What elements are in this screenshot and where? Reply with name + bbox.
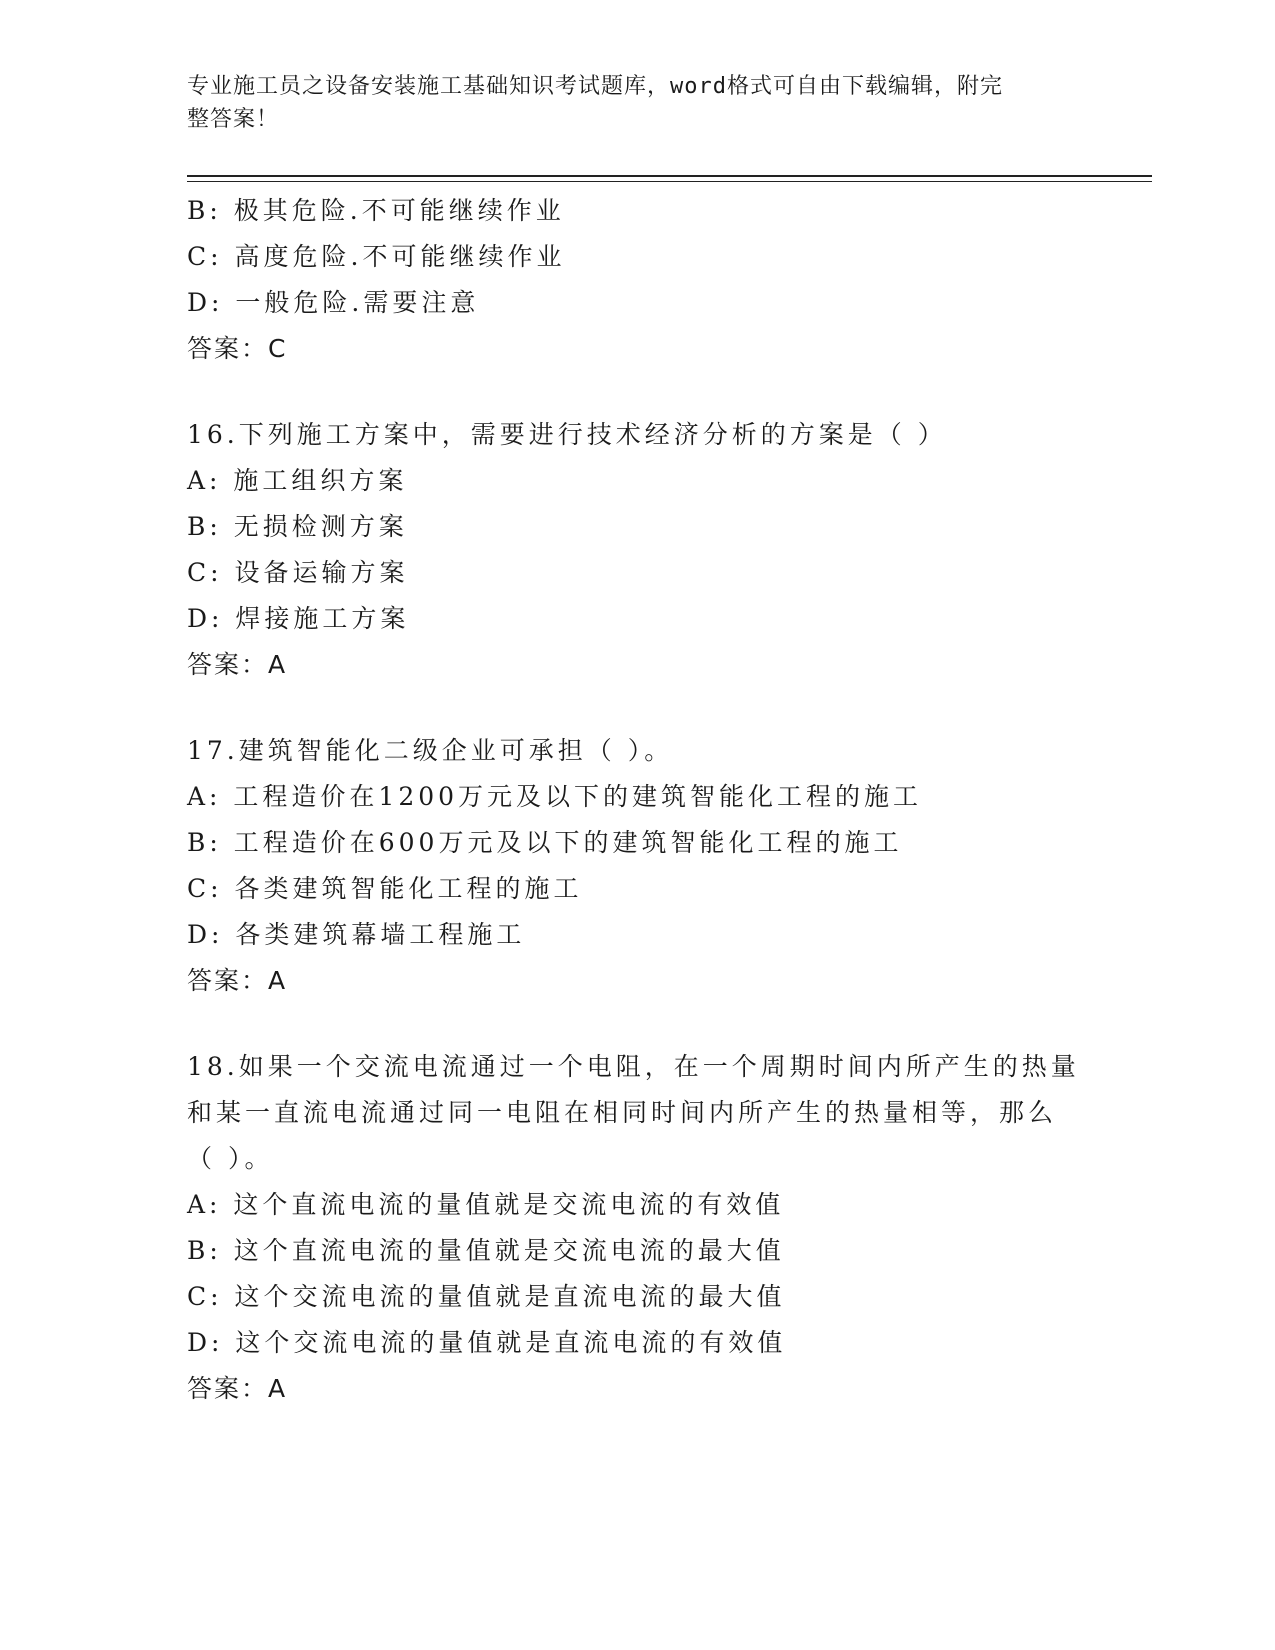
option-c: C: 这个交流电流的量值就是直流电流的最大值 xyxy=(187,1282,786,1311)
option-c: C: 高度危险.不可能继续作业 xyxy=(187,242,566,271)
question-stem-line-2: 和某一直流电流通过同一电阻在相同时间内所产生的热量相等，那么 xyxy=(187,1098,1058,1127)
answer: 答案：A xyxy=(187,1374,288,1403)
document-header xyxy=(187,70,1067,136)
header-rule-thin xyxy=(187,181,1152,182)
option-d: D: 一般危险.需要注意 xyxy=(187,288,480,317)
header-rule-thick xyxy=(187,175,1152,177)
question-list xyxy=(187,188,1087,1412)
header-line-2: 整答案！ xyxy=(187,107,280,132)
question-stem: 16.下列施工方案中，需要进行技术经济分析的方案是（ ） xyxy=(187,420,947,449)
question-stem-line-3: （ ）。 xyxy=(187,1144,274,1173)
question-stem-line-1: 18.如果一个交流电流通过一个电阻，在一个周期时间内所产生的热量 xyxy=(187,1052,1080,1081)
question-16 xyxy=(187,412,1087,688)
question-stem: 17.建筑智能化二级企业可承担（ ）。 xyxy=(187,736,674,765)
option-a: A: 施工组织方案 xyxy=(187,466,408,495)
option-c: C: 设备运输方案 xyxy=(187,558,409,587)
question-15 xyxy=(187,188,1087,372)
option-a: A: 工程造价在1200万元及以下的建筑智能化工程的施工 xyxy=(187,782,923,811)
option-b: B: 这个直流电流的量值就是交流电流的最大值 xyxy=(187,1236,785,1265)
header-line-1: 专业施工员之设备安装施工基础知识考试题库，word格式可自由下载编辑，附完 xyxy=(187,74,1003,99)
question-17 xyxy=(187,728,1087,1004)
option-b: B: 工程造价在600万元及以下的建筑智能化工程的施工 xyxy=(187,828,903,857)
option-d: D: 焊接施工方案 xyxy=(187,604,410,633)
option-c: C: 各类建筑智能化工程的施工 xyxy=(187,874,583,903)
option-d: D: 各类建筑幕墙工程施工 xyxy=(187,920,526,949)
option-b: B: 无损检测方案 xyxy=(187,512,408,541)
option-b: B: 极其危险.不可能继续作业 xyxy=(187,196,565,225)
answer: 答案：A xyxy=(187,650,288,679)
answer: 答案：C xyxy=(187,334,288,363)
answer: 答案：A xyxy=(187,966,288,995)
option-a: A: 这个直流电流的量值就是交流电流的有效值 xyxy=(187,1190,785,1219)
question-18 xyxy=(187,1044,1087,1412)
option-d: D: 这个交流电流的量值就是直流电流的有效值 xyxy=(187,1328,787,1357)
